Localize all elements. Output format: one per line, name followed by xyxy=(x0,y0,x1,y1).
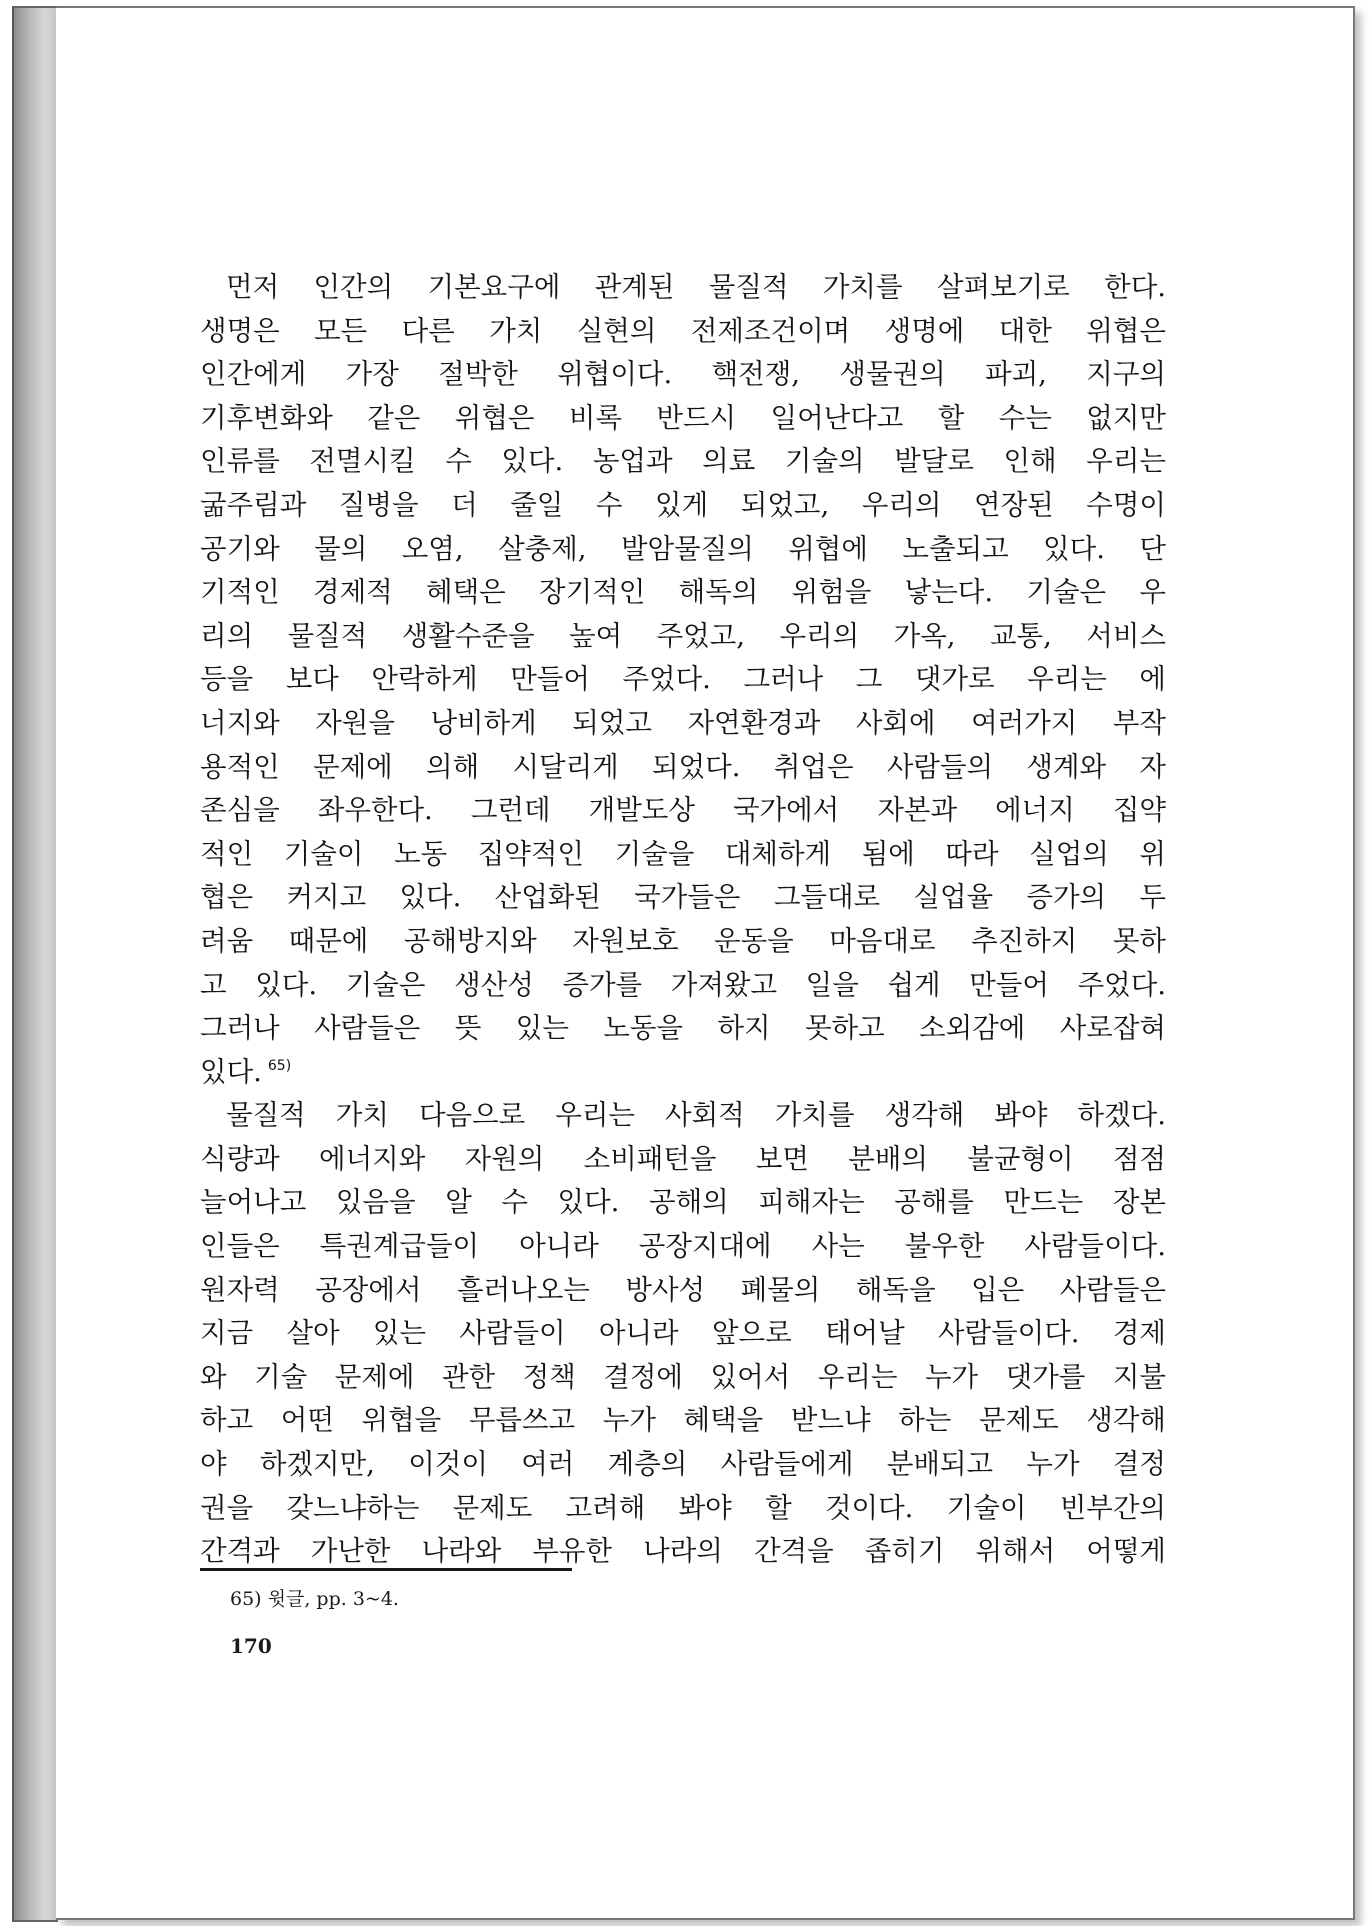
text-line: 원자력 공장에서 흘러나오는 방사성 폐물의 해독을 입은 사람들은 xyxy=(200,1273,1166,1306)
text-line: 기적인 경제적 혜택은 장기적인 해독의 위험을 낳는다. 기술은 우 xyxy=(200,576,1166,609)
text-line: 와 기술 문제에 관한 정책 결정에 있어서 우리는 누가 댓가를 지불 xyxy=(200,1360,1166,1393)
footnote-text: 65) 윗글, pp. 3~4. xyxy=(230,1588,399,1610)
text-line: 존심을 좌우한다. 그런데 개발도상 국가에서 자본과 에너지 집약 xyxy=(200,794,1166,827)
text-line: 인들은 특권계급들이 아니라 공장지대에 사는 불우한 사람들이다. xyxy=(200,1230,1166,1263)
text-line: 용적인 문제에 의해 시달리게 되었다. 취업은 사람들의 생계와 자 xyxy=(200,750,1166,783)
text-line: 권을 갖느냐하는 문제도 고려해 봐야 할 것이다. 기술이 빈부간의 xyxy=(200,1491,1166,1524)
text-line-content: 있다. xyxy=(200,1055,262,1088)
text-line: 그러나 사람들은 뜻 있는 노동을 하지 못하고 소외감에 사로잡혀 xyxy=(200,1012,1166,1045)
text-line: 적인 기술이 노동 집약적인 기술을 대체하게 됨에 따라 실업의 위 xyxy=(200,837,1166,870)
text-line: 등을 보다 안락하게 만들어 주었다. 그러나 그 댓가로 우리는 에 xyxy=(200,663,1166,696)
footnote-reference[interactable]: 65) xyxy=(267,1057,292,1074)
text-line: 물질적 가치 다음으로 우리는 사회적 가치를 생각해 봐야 하겠다. xyxy=(226,1099,1166,1132)
text-line: 굶주림과 질병을 더 줄일 수 있게 되었고, 우리의 연장된 수명이 xyxy=(200,488,1166,521)
text-line: 먼저 인간의 기본요구에 관계된 물질적 가치를 살펴보기로 한다. xyxy=(226,271,1166,303)
text-line: 공기와 물의 오염, 살충제, 발암물질의 위협에 노출되고 있다. 단 xyxy=(200,532,1166,565)
paragraph-end-line xyxy=(200,1051,1166,1095)
text-line: 너지와 자원을 낭비하게 되었고 자연환경과 사회에 여러가지 부작 xyxy=(200,706,1166,739)
text-line: 기후변화와 같은 위협은 비록 반드시 일어난다고 할 수는 없지만 xyxy=(200,401,1166,434)
text-line: 인류를 전멸시킬 수 있다. 농업과 의료 기술의 발달로 인해 우리는 xyxy=(200,445,1166,478)
text-line: 식량과 에너지와 자원의 소비패턴을 보면 분배의 불균형이 점점 xyxy=(200,1142,1166,1175)
text-line: 리의 물질적 생활수준을 높여 주었고, 우리의 가옥, 교통, 서비스 xyxy=(200,619,1166,652)
text-line: 야 하겠지만, 이것이 여러 계층의 사람들에게 분배되고 누가 결정 xyxy=(200,1448,1166,1481)
book-spine xyxy=(12,6,58,1922)
text-line: 간격과 가난한 나라와 부유한 나라의 간격을 좁히기 위해서 어떻게 xyxy=(200,1535,1166,1568)
footnote-divider xyxy=(200,1568,572,1571)
body-text xyxy=(200,266,1166,1574)
text-line: 지금 살아 있는 사람들이 아니라 앞으로 태어날 사람들이다. 경제 xyxy=(200,1317,1166,1350)
text-line: 인간에게 가장 절박한 위협이다. 핵전쟁, 생물권의 파괴, 지구의 xyxy=(200,358,1166,391)
text-line: 려움 때문에 공해방지와 자원보호 운동을 마음대로 추진하지 못하 xyxy=(200,924,1166,957)
text-line: 늘어나고 있음을 알 수 있다. 공해의 피해자는 공해를 만드는 장본 xyxy=(200,1186,1166,1219)
text-line: 고 있다. 기술은 생산성 증가를 가져왔고 일을 쉽게 만들어 주었다. xyxy=(200,968,1166,1001)
text-line: 생명은 모든 다른 가치 실현의 전제조건이며 생명에 대한 위협은 xyxy=(200,314,1166,347)
text-line: 하고 어떤 위협을 무릅쓰고 누가 혜택을 받느냐 하는 문제도 생각해 xyxy=(200,1404,1166,1437)
text-line: 협은 커지고 있다. 산업화된 국가들은 그들대로 실업율 증가의 두 xyxy=(200,881,1166,914)
page-number: 170 xyxy=(230,1634,272,1658)
